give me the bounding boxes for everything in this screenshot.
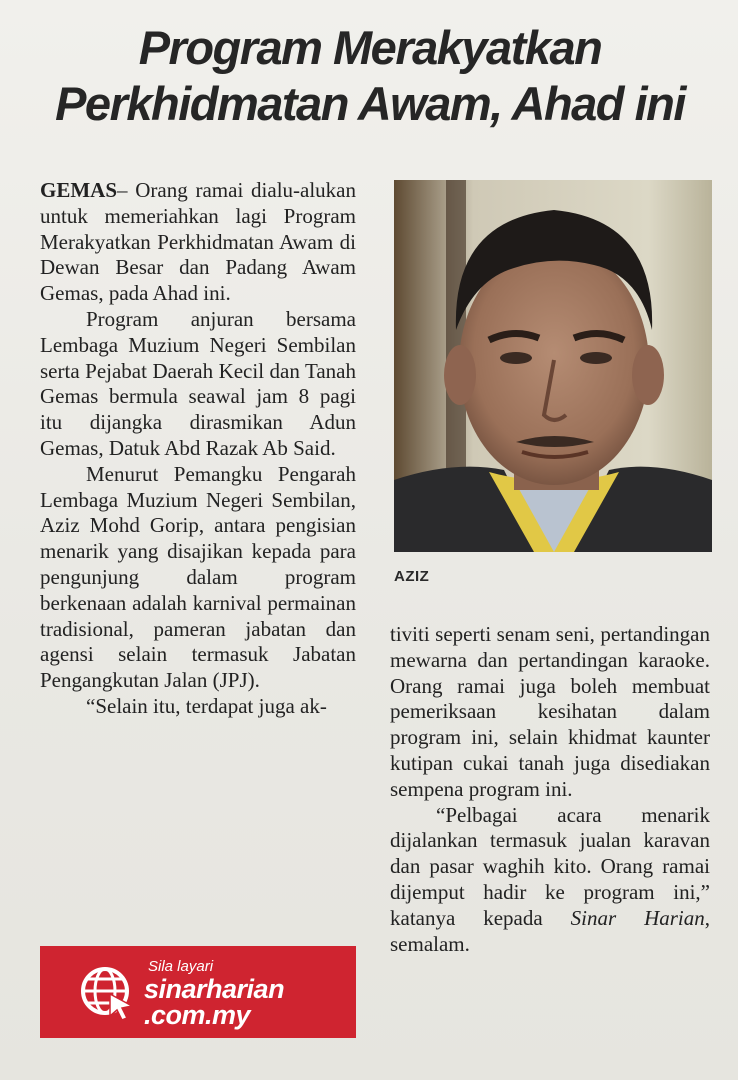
promo-url-line-2: .com.my <box>144 1000 251 1030</box>
headline-line-1: Program Merakyatkan <box>138 21 602 74</box>
paragraph-1-text: – Orang ramai dialu-alukan untuk memeriahkan lagi Program Merakyatkan Perkhidmatan Awam di Dewan Besar dan Padang Awam Gemas, pada Ahad ini. <box>40 178 356 306</box>
headline <box>20 20 720 132</box>
dateline: GEMAS <box>40 178 118 202</box>
article-paragraph-4: “Selain itu, terdapat juga ak- <box>86 693 327 718</box>
article-column-2 <box>390 622 710 957</box>
article-paragraph-3: Menurut Pemangku Pengarah Lembaga Muzium Negeri Sembilan, Aziz Mohd Gorip, antara pengisian menarik yang disajikan kepada para pengunjung dalam program berkenaan adalah karnival permainan tradisional, pameran jabatan dan agensi selain termasuk Jabatan Pengangkutan Jalan (JPJ). <box>40 461 356 693</box>
photo-caption: AZIZ <box>394 568 430 585</box>
quote-ending: , semalam. <box>390 905 710 956</box>
promo-url-line-1: sinarharian <box>144 974 285 1004</box>
headline-line-2: Perkhidmatan Awam, Ahad ini <box>55 77 685 130</box>
article-paragraph-5: tiviti seperti senam seni, pertandingan mewarna dan pertandingan karaoke. Orang ramai juga boleh membuat pemeriksaan kesihatan dalam program ini, selain khidmat kaunter kutipan cukai tanah juga disediakan sempena program ini. <box>390 622 710 801</box>
article-paragraph-1 <box>40 178 356 307</box>
article-column-1 <box>40 178 356 720</box>
publication-name: Sinar Harian <box>570 905 705 930</box>
article-paragraph-2: Program anjuran bersama Lembaga Muzium Negeri Sembilan serta Pejabat Daerah Kecil dan Tanah Gemas bermula seawal jam 8 pagi itu dijangka dirasmikan Adun Gemas, Datuk Abd Razak Ab Said. <box>40 306 356 460</box>
portrait-photo <box>394 180 712 552</box>
article-paragraph-6 <box>390 803 710 958</box>
portrait-illustration <box>394 180 712 552</box>
quote-text: “Pelbagai acara menarik dijalankan termasuk jualan karavan dan pasar waghih kito. Orang ramai dijemput hadir ke program ini,” katanya kepada <box>390 802 710 930</box>
globe-cursor-icon <box>80 966 134 1020</box>
promo-prompt: Sila layari <box>148 958 214 975</box>
website-promo-banner[interactable] <box>40 946 356 1038</box>
promo-url[interactable] <box>144 976 284 1028</box>
